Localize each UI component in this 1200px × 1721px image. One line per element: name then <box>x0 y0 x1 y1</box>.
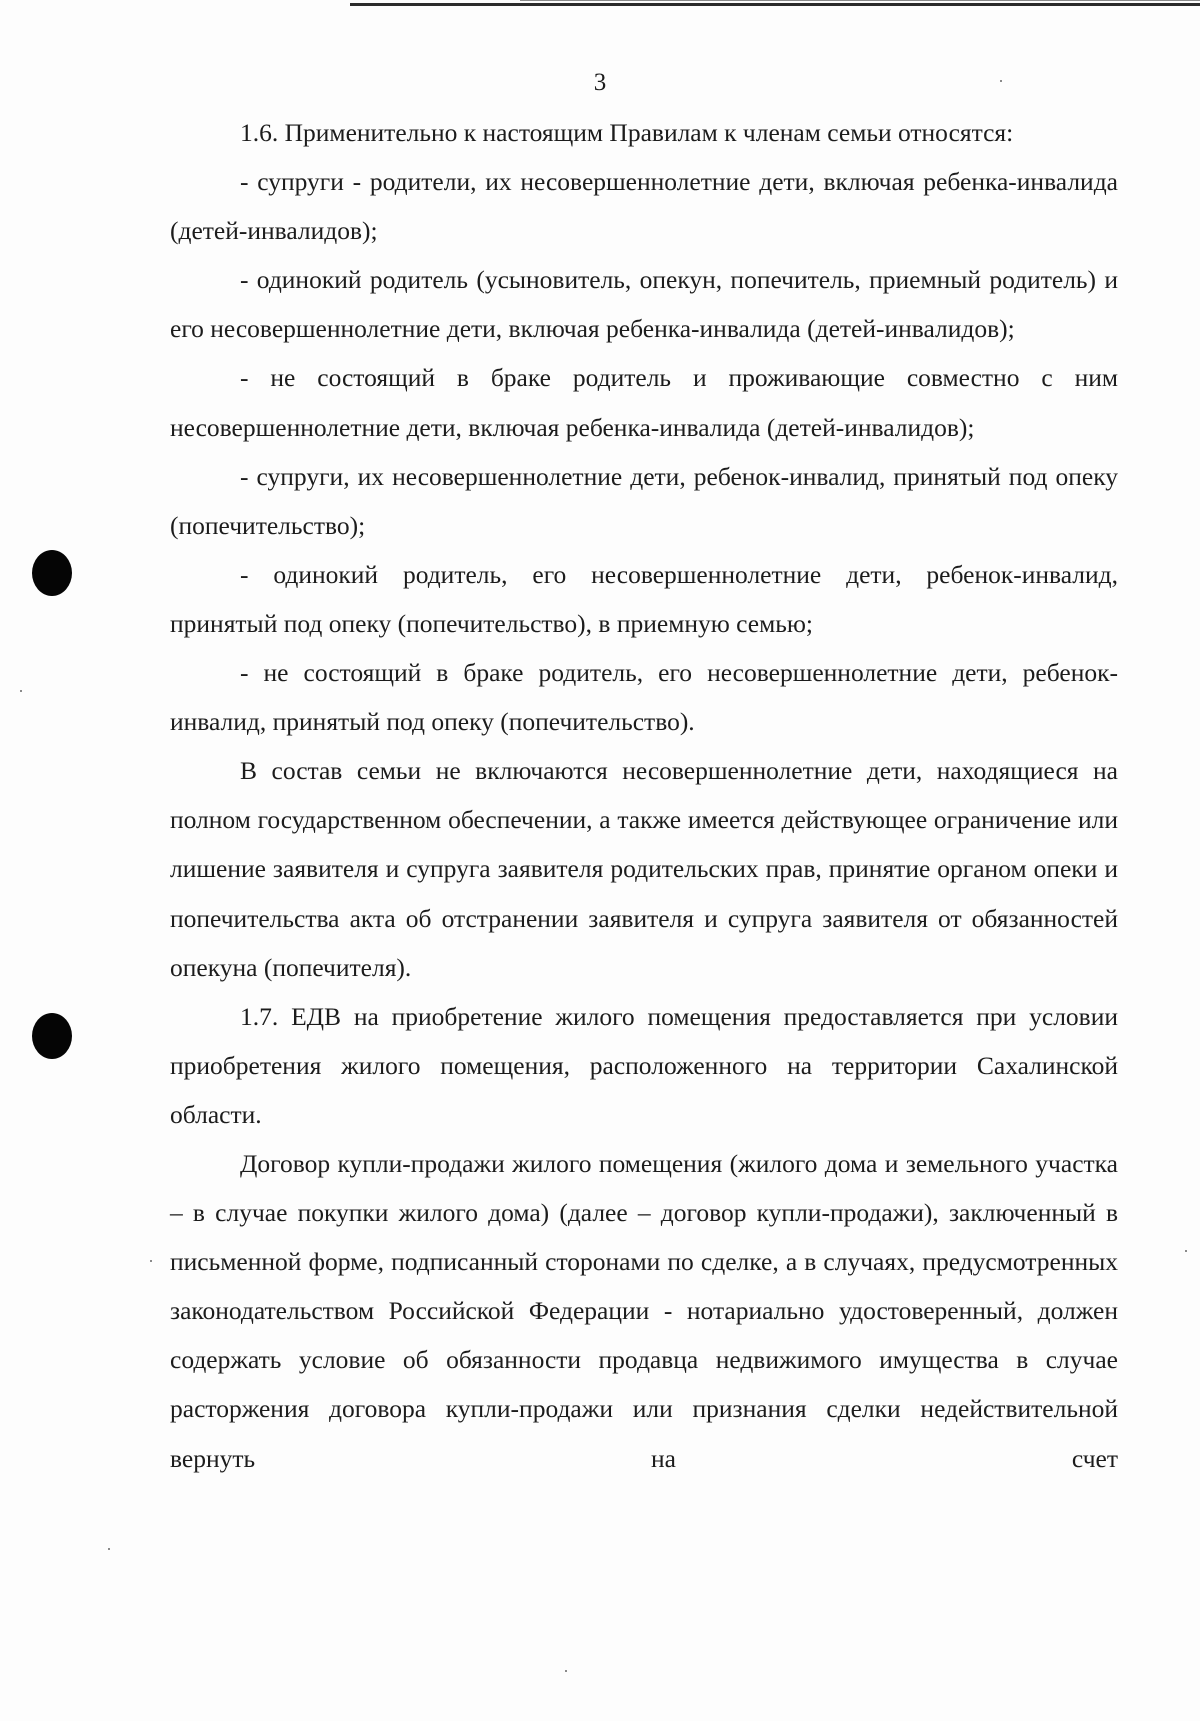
scan-speck <box>1185 1250 1187 1252</box>
paragraph: - супруги, их несовершеннолетние дети, ребенок-инвалид, принятый под опеку (попечительство); <box>170 461 1118 540</box>
scan-speck <box>150 1260 152 1262</box>
paragraph: - одинокий родитель, его несовершеннолетние дети, ребенок-инвалид, принятый под опеку (попечительство), в приемную семью; <box>170 559 1118 638</box>
punch-hole-mark <box>32 1013 72 1059</box>
scan-edge-line <box>520 0 1200 1</box>
scan-speck <box>1000 80 1002 82</box>
paragraph: - не состоящий в браке родитель и проживающие совместно с ним несовершеннолетние дети, включая ребенка-инвалида (детей-инвалидов); <box>170 363 1118 442</box>
scan-edge-line <box>350 3 1200 6</box>
paragraph: - супруги - родители, их несовершеннолетние дети, включая ребенка-инвалида (детей-инвалидов); <box>170 167 1118 246</box>
paragraph: - не состоящий в браке родитель, его несовершеннолетние дети, ребенок-инвалид, принятый под опеку (попечительство). <box>170 658 1118 737</box>
paragraph: Договор купли-продажи жилого помещения (жилого дома и земельного участка – в случае покупки жилого дома) (далее – договор купли-продажи), заключенный в письменной форме, подписанный сторонами по сделке, а в случаях, предусмотренных законодательством Российской Федерации - нотариально удостоверенный, должен содержать условие об обязанности продавца недвижимого имущества в случае расторжения договора купли-продажи или признания сделки недействительной вернуть на счет <box>170 1148 1118 1473</box>
scan-speck <box>565 1670 567 1672</box>
punch-hole-mark <box>32 550 72 596</box>
scan-speck <box>108 1548 110 1550</box>
paragraph: - одинокий родитель (усыновитель, опекун, попечитель, приемный родитель) и его несовершеннолетние дети, включая ребенка-инвалида (детей-инвалидов); <box>170 265 1118 344</box>
paragraph: 1.7. ЕДВ на приобретение жилого помещения предоставляется при условии приобретения жилого помещения, расположенного на территории Сахалинской области. <box>170 1001 1118 1129</box>
page-number: 3 <box>593 69 607 96</box>
paragraph: В состав семьи не включаются несовершеннолетние дети, находящиеся на полном государственном обеспечении, а также имеется действующее ограничение или лишение заявителя и супруга заявителя родительских прав, принятие органом опеки и попечительства акта об отстранении заявителя и супруга заявителя от обязанностей опекуна (попечителя). <box>170 756 1118 982</box>
document-body <box>170 108 1118 1483</box>
scan-speck <box>20 690 22 692</box>
paragraph: 1.6. Применительно к настоящим Правилам к членам семьи относятся: <box>240 118 1014 147</box>
